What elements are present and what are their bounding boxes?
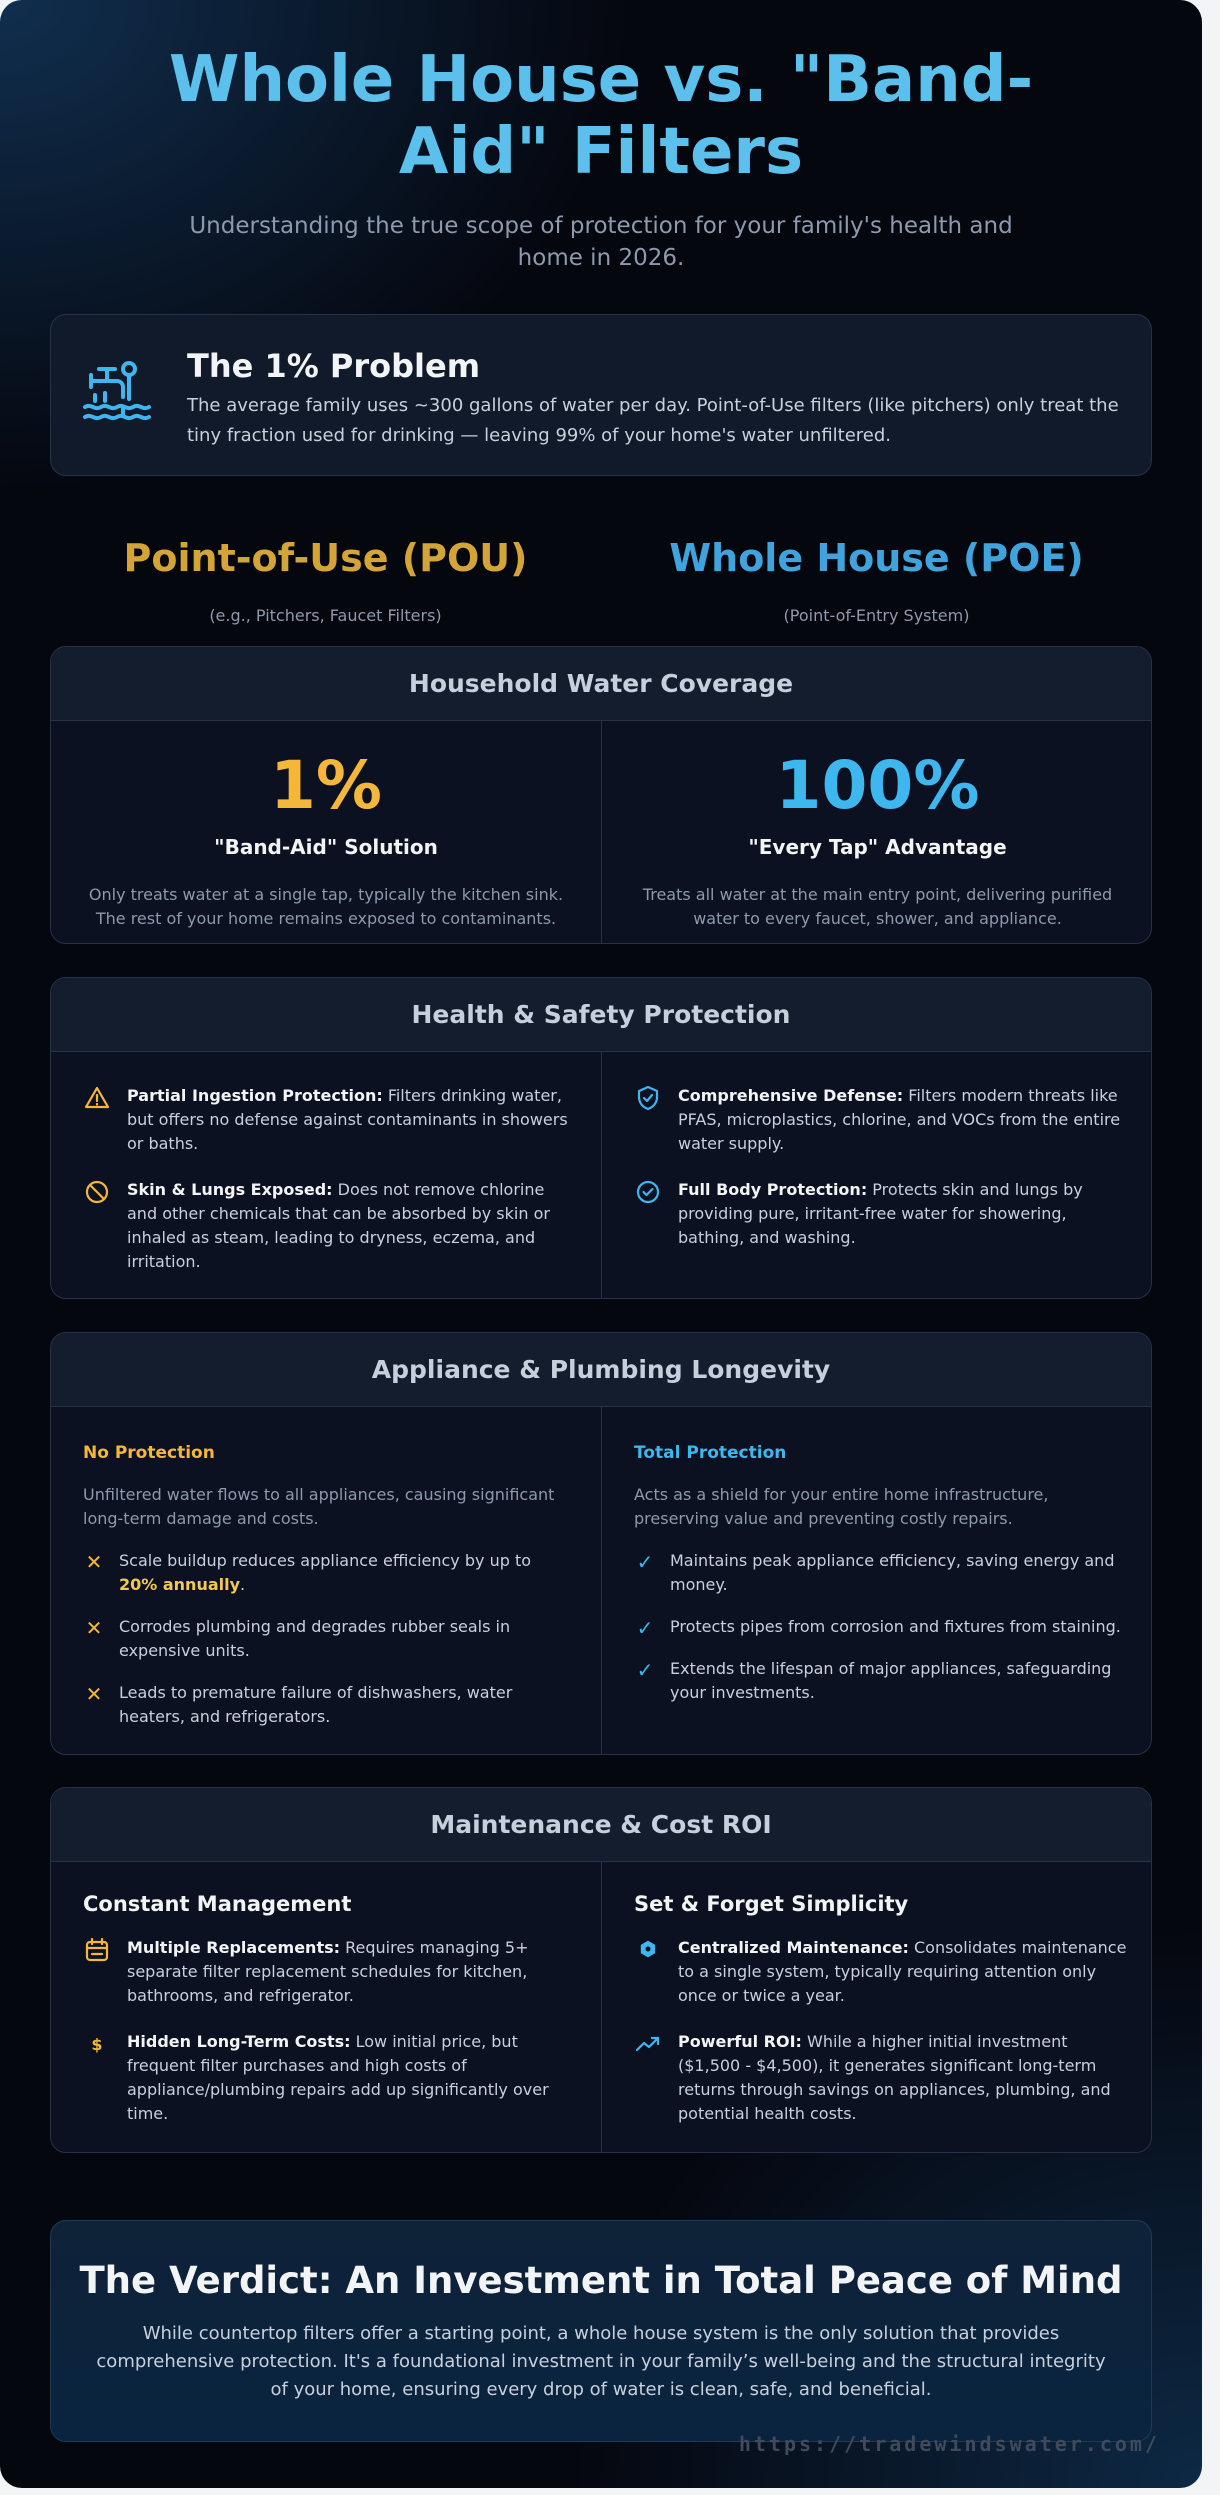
appliance-pou (51, 1407, 602, 1755)
item-text: Extends the lifespan of major appliances, safeguarding your investments. (670, 1659, 1112, 1702)
coverage-poe (602, 721, 1152, 944)
prohibited-icon (83, 1178, 111, 1206)
check-mark-icon: ✓ (636, 1616, 654, 1640)
health-heading: Health & Safety Protection (51, 978, 1151, 1052)
item-text: While a higher initial investment ($1,500 - $4,500), it generates significant long-term returns through savings on appliances, plumbing, and potential health costs. (678, 2032, 1111, 2123)
problem-text: The average family uses ~300 gallons of water per day. Point-of-Use filters (like pitchers) only treat the tiny fraction used for drinking — leaving 99% of your home's water unfiltered. (187, 395, 1119, 446)
item-title: Hidden Long-Term Costs: (127, 2032, 351, 2051)
appliance-poe (602, 1407, 1152, 1755)
trend-up-icon (634, 2030, 662, 2058)
item-text: Protects pipes from corrosion and fixtures from staining. (670, 1617, 1121, 1636)
list-item (83, 1936, 578, 2008)
item-text: Filters modern threats like PFAS, microplastics, chlorine, and VOCs from the entire water supply. (678, 1086, 1121, 1153)
item-text-end: . (240, 1575, 246, 1594)
check-mark-icon: ✓ (636, 1550, 654, 1574)
poe-title: Whole House (POE) (669, 536, 1084, 580)
item-title: Full Body Protection: (678, 1180, 868, 1199)
coverage-section (50, 646, 1152, 944)
x-mark-icon: ✕ (85, 1616, 103, 1640)
svg-text:$: $ (91, 2035, 103, 2054)
highlight-text: 20% annually (119, 1575, 241, 1594)
coverage-poe-value: 100% (775, 747, 980, 824)
coverage-heading: Household Water Coverage (51, 647, 1151, 721)
item-title: Centralized Maintenance: (678, 1938, 909, 1957)
item-text: Protects skin and lungs by providing pure, irritant-free water for showering, bathing, and washing. (678, 1180, 1083, 1247)
coverage-pou-label: "Band-Aid" Solution (214, 835, 438, 859)
shield-check-icon (634, 1084, 662, 1112)
problem-title: The 1% Problem (187, 347, 481, 385)
list-item (83, 1084, 573, 1156)
item-text: Corrodes plumbing and degrades rubber seals in expensive units. (119, 1617, 511, 1660)
list-item (634, 1615, 1124, 1639)
item-title: Partial Ingestion Protection: (127, 1086, 383, 1105)
list-item (83, 1549, 573, 1597)
list-item (634, 1936, 1129, 2008)
set-forget-title: Set & Forget Simplicity (634, 1892, 909, 1916)
list-item (83, 1615, 573, 1663)
maintenance-heading: Maintenance & Cost ROI (51, 1788, 1151, 1862)
health-pou (51, 1052, 602, 1299)
maintenance-pou (51, 1862, 602, 2153)
check-circle-icon (634, 1178, 662, 1206)
list-item (634, 1549, 1124, 1597)
page-subtitle: Understanding the true scope of protection for your family's health and home in 2026. (189, 213, 1013, 271)
total-protection-tag: Total Protection (634, 1443, 787, 1463)
constant-management-title: Constant Management (83, 1892, 352, 1916)
list-item (83, 2030, 578, 2126)
coverage-pou-value: 1% (269, 747, 383, 824)
maintenance-section (50, 1787, 1152, 2153)
appliance-poe-desc: Acts as a shield for your entire home infrastructure, preserving value and preventing costly repairs. (634, 1485, 1049, 1528)
coverage-pou (51, 721, 602, 944)
poe-column-header (601, 536, 1152, 625)
dollar-icon (83, 2030, 111, 2058)
item-title: Multiple Replacements: (127, 1938, 341, 1957)
list-item (634, 2030, 1129, 2126)
pou-title: Point-of-Use (POU) (123, 536, 528, 580)
list-item (634, 1657, 1124, 1705)
x-mark-icon: ✕ (85, 1550, 103, 1574)
item-text: Maintains peak appliance efficiency, saving energy and money. (670, 1551, 1115, 1594)
appliance-section (50, 1332, 1152, 1755)
item-text: Filters drinking water, but offers no defense against contaminants in showers or baths. (127, 1086, 568, 1153)
item-text: Does not remove chlorine and other chemicals that can be absorbed by skin or inhaled as steam, leading to dryness, eczema, and irritation. (127, 1180, 550, 1271)
warning-icon (83, 1084, 111, 1112)
calendar-icon (83, 1936, 111, 1964)
verdict-card (50, 2220, 1152, 2442)
website-url[interactable]: https://tradewindswater.com/ (738, 2432, 1160, 2456)
poe-subtitle: (Point-of-Entry System) (783, 606, 970, 625)
coverage-poe-text: Treats all water at the main entry point, delivering purified water to every faucet, shower, and appliance. (642, 885, 1113, 928)
appliance-heading: Appliance & Plumbing Longevity (51, 1333, 1151, 1407)
faucet-icon (81, 355, 157, 431)
maintenance-poe (602, 1862, 1152, 2153)
no-protection-tag: No Protection (83, 1443, 215, 1463)
item-title: Powerful ROI: (678, 2032, 802, 2051)
problem-card (50, 314, 1152, 476)
item-title: Comprehensive Defense: (678, 1086, 904, 1105)
check-mark-icon: ✓ (636, 1658, 654, 1682)
verdict-title: The Verdict: An Investment in Total Peace of Mind (79, 2259, 1123, 2302)
item-text: Scale buildup reduces appliance efficiency by up to (119, 1551, 532, 1570)
health-section (50, 977, 1152, 1299)
coverage-poe-label: "Every Tap" Advantage (748, 835, 1007, 859)
list-item (83, 1681, 573, 1729)
health-poe (602, 1052, 1152, 1299)
page-title: Whole House vs. "Band-Aid" Filters (168, 43, 1034, 189)
item-text: Requires managing 5+ separate filter replacement schedules for kitchen, bathrooms, and refrigerator. (127, 1938, 529, 2005)
item-text: Leads to premature failure of dishwashers, water heaters, and refrigerators. (119, 1683, 513, 1726)
appliance-pou-desc: Unfiltered water flows to all appliances, causing significant long-term damage and costs. (83, 1485, 555, 1528)
pou-column-header (50, 536, 601, 625)
list-item (634, 1178, 1124, 1250)
list-item (634, 1084, 1124, 1156)
list-item (83, 1178, 573, 1274)
item-text: Consolidates maintenance to a single system, typically requiring attention only once or twice a year. (678, 1938, 1127, 2005)
x-mark-icon: ✕ (85, 1682, 103, 1706)
item-title: Skin & Lungs Exposed: (127, 1180, 333, 1199)
pou-subtitle: (e.g., Pitchers, Faucet Filters) (209, 606, 442, 625)
hero (0, 44, 1202, 274)
gear-icon (634, 1936, 662, 1964)
verdict-text: While countertop filters offer a starting point, a whole house system is the only solution that provides comprehensive protection. It's a foundational investment in your family’s well-being and the structural integrity of your home, ensuring every drop of water is clean, safe, and beneficial. (96, 2323, 1106, 2400)
item-text: Low initial price, but frequent filter purchases and high costs of appliance/plumbing repairs add up significantly over time. (127, 2032, 549, 2123)
coverage-pou-text: Only treats water at a single tap, typically the kitchen sink. The rest of your home remains exposed to contaminants. (88, 885, 564, 928)
